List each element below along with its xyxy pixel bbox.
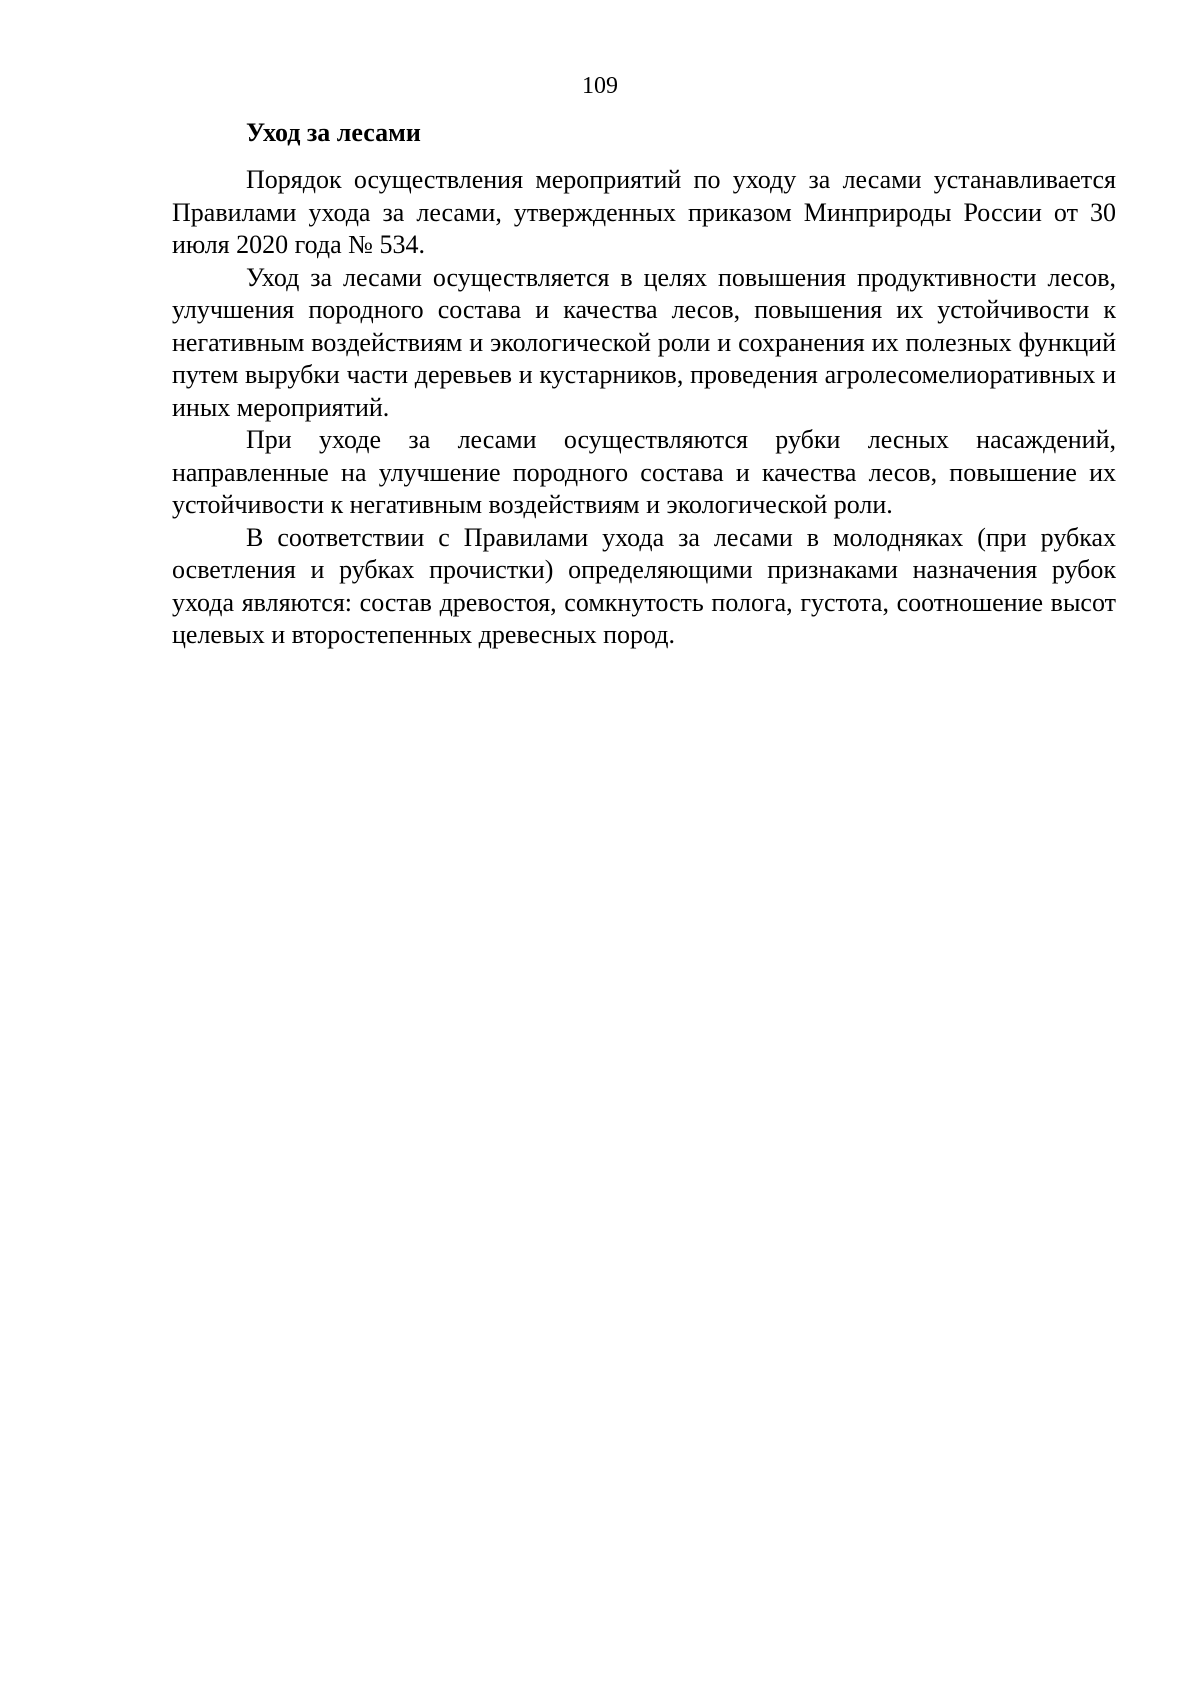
section-heading: Уход за лесами — [246, 118, 421, 147]
page-content — [172, 116, 1116, 652]
paragraph-2: Уход за лесами осуществляется в целях повышения продуктивности лесов, улучшения породного состава и качества лесов, повышения их устойчивости к негативным воздействиям и экологической роли и сохранения их полезных функций путем вырубки части деревьев и кустарников, проведения агролесомелиоративных и иных мероприятий. — [172, 262, 1116, 422]
page-number: 109 — [582, 73, 618, 99]
paragraph-3: При уходе за лесами осуществляются рубки лесных насаждений, направленные на улучшение породного состава и качества лесов, повышение их устойчивости к негативным воздействиям и экологической роли. — [172, 425, 1116, 519]
paragraph-4: В соответствии с Правилами ухода за лесами в молодняках (при рубках осветления и рубках прочистки) определяющими признаками назначения рубок ухода являются: состав древостоя, сомкнутость полога, густота, соотношение высот целевых и второстепенных древесных пород. — [172, 522, 1116, 649]
paragraph-1: Порядок осуществления мероприятий по уходу за лесами устанавливается Правилами ухода за лесами, утвержденных приказом Минприроды России от 30 июля 2020 года № 534. — [172, 165, 1116, 259]
